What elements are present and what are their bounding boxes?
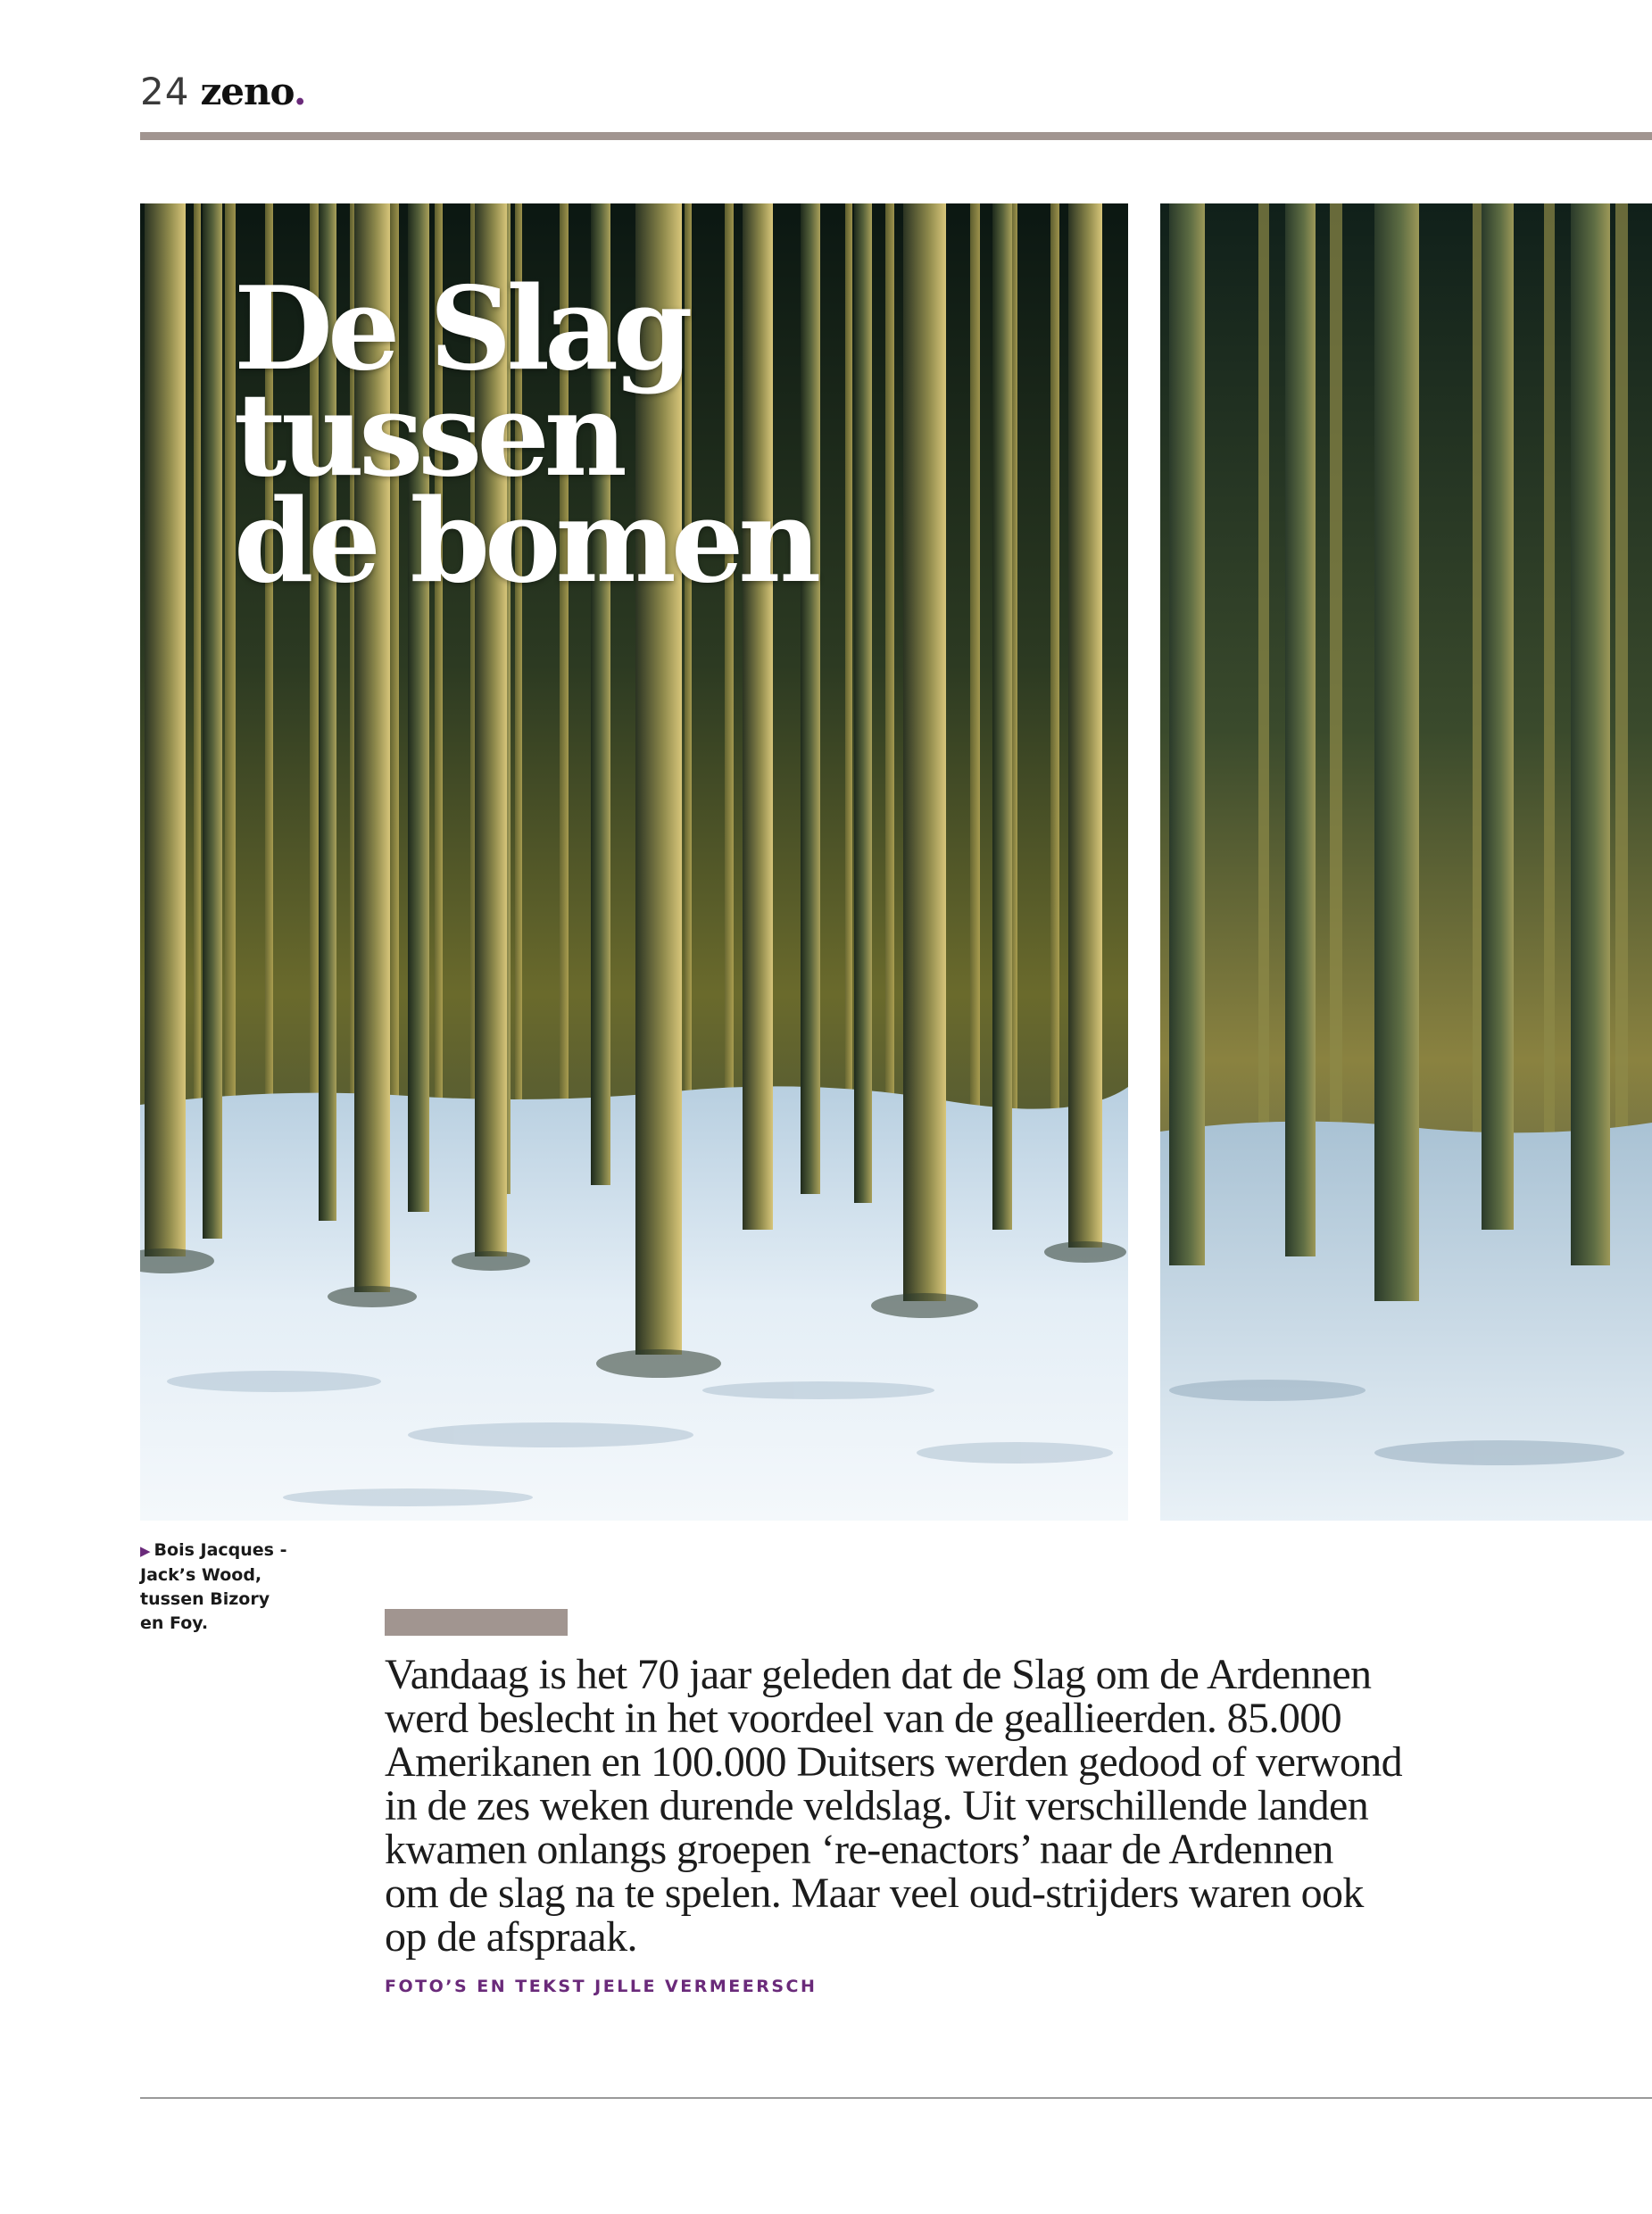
intro-line-2: werd beslecht in het voordeel van de geallieerden. 85.000	[385, 1695, 1342, 1742]
caption-triangle-icon: ▶	[140, 1543, 151, 1559]
intro-accent-bar	[385, 1609, 568, 1636]
caption-line-1: Bois Jacques -	[154, 1540, 287, 1560]
photo-caption	[140, 1538, 319, 1636]
brand-logo	[200, 70, 305, 113]
intro-paragraph	[385, 1653, 1482, 1959]
intro-line-4: in de zes weken durende veldslag. Uit verschillende landen	[385, 1782, 1369, 1829]
page-number: 24	[140, 70, 190, 113]
caption-line-3: tussen Bizory	[140, 1589, 270, 1609]
bottom-rule	[140, 2097, 1652, 2099]
headline-line-1: De Slag tussen	[234, 262, 688, 503]
headline	[234, 262, 1108, 609]
page-header	[140, 70, 305, 132]
byline: FOTO’S EN TEKST JELLE VERMEERSCH	[385, 1977, 818, 1996]
intro-line-3: Amerikanen en 100.000 Duitsers werden gedood of verwond	[385, 1738, 1403, 1786]
forest-photo-right	[1160, 203, 1652, 1521]
intro-line-7: op de afspraak.	[385, 1913, 637, 1961]
brand-name: zeno	[200, 70, 294, 113]
caption-line-2: Jack’s Wood,	[140, 1565, 262, 1585]
intro-line-1: Vandaag is het 70 jaar geleden dat de Slag om de Ardennen	[385, 1651, 1372, 1698]
brand-dot: .	[293, 70, 306, 113]
intro-line-6: om de slag na te spelen. Maar veel oud-strijders waren ook	[385, 1870, 1364, 1917]
caption-line-4: en Foy.	[140, 1613, 209, 1633]
top-rule	[140, 132, 1652, 140]
intro-line-5: kwamen onlangs groepen ‘re-enactors’ naar de Ardennen	[385, 1826, 1333, 1873]
headline-line-2: de bomen	[234, 475, 817, 609]
